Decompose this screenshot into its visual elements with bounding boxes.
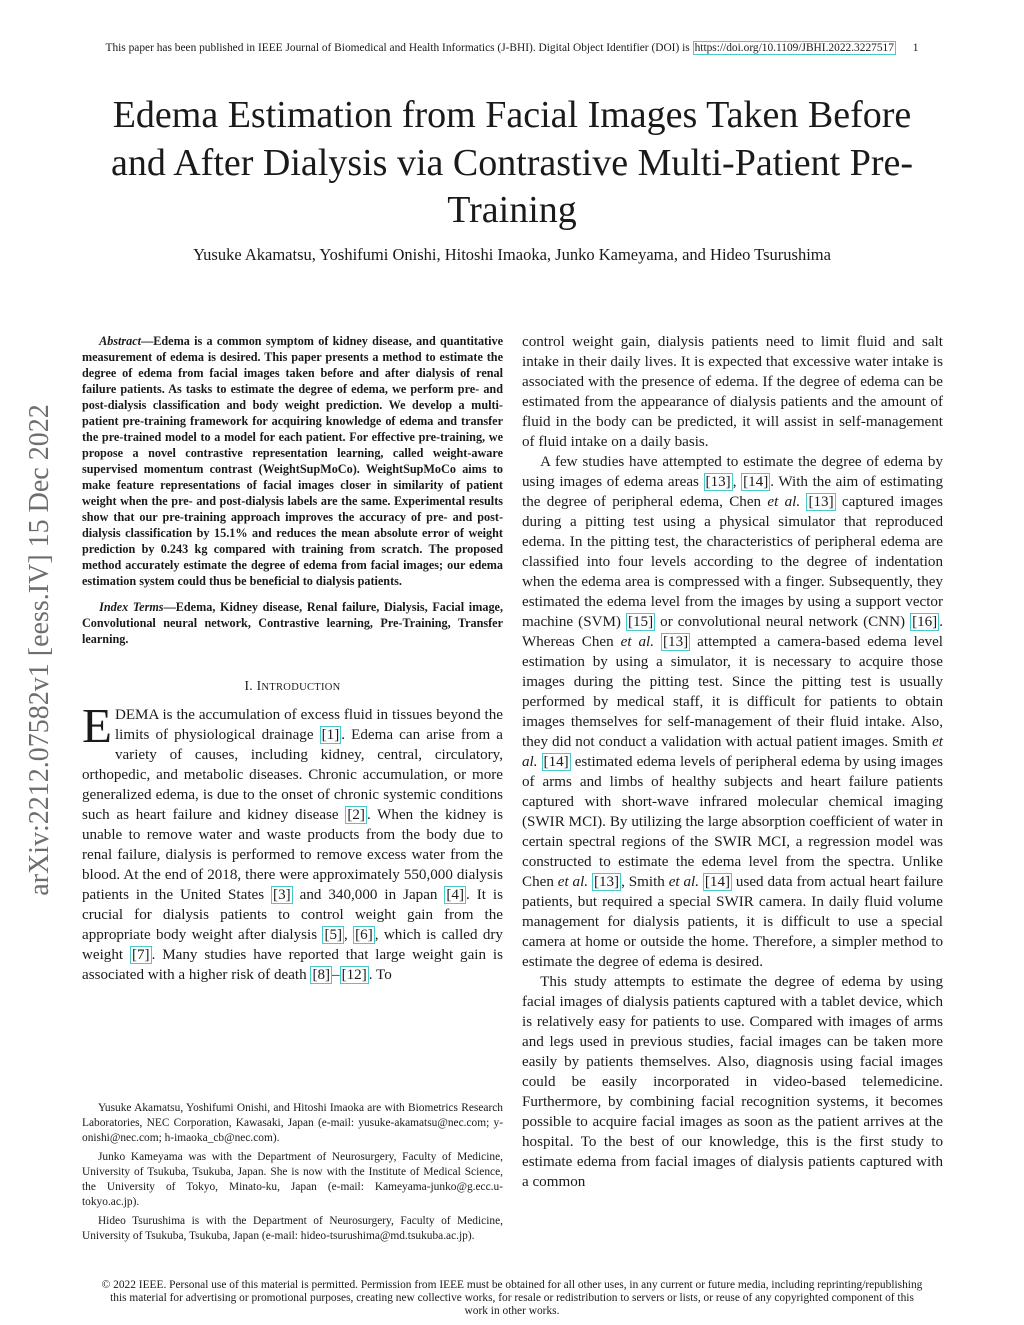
citation-link[interactable]: [13] (593, 874, 620, 890)
intro-text: – (332, 967, 340, 983)
paper-title: Edema Estimation from Facial Images Taken Before and After Dialysis via Contrastive Multi-Patient Pre-Training (110, 94, 914, 231)
page-number: 1 (912, 42, 919, 54)
paragraph: control weight gain, dialysis patients need to limit fluid and salt intake in their daily lives. It is expected that excessive water intake is associated with the presence of edema. If the degree of edema can be estimated from the appearance of dialysis patients and the amount of fluid in the body can be predicted, it will assist in self-management of fluid intake on a daily basis. (522, 334, 943, 450)
arxiv-identifier: arXiv:2212.07582v1 [eess.IV] 15 Dec 2022 (24, 404, 55, 896)
paragraph: This study attempts to estimate the degree of edema by using facial images of dialysis patients captured with a tablet device, which is relatively easy for patients to use. Compared with images of arms and legs used in previous studies, facial images can be taken more easily by patients themselves. Also, diagnosis using facial images could be easily incorporated in video-based telemedicine. Furthermore, by combining facial recognition systems, it becomes possible to acquire facial images as soon as the patient arrives at the hospital. To the best of our knowledge, this is the first study to estimate edema from facial images of dialysis patients captured with a common (522, 974, 943, 1190)
et-al-italic: et al. (620, 634, 655, 650)
citation-link[interactable]: [3] (273, 887, 291, 903)
paragraph-text: , (732, 474, 742, 490)
abstract-dash: — (141, 334, 154, 348)
author-footnotes (82, 1101, 503, 1248)
citation-link[interactable]: [13] (705, 474, 731, 490)
paragraph-text: . With the aim of estimating the degree of peripheral edema, Chen (522, 474, 943, 510)
journal-notice: This paper has been published in IEEE Journal of Biomedical and Health Informatics (J-BHI). Digital Object Identifier (DOI) is (105, 42, 690, 54)
intro-text: , which is called dry weight (82, 927, 503, 963)
paragraph-text: captured images during a pitting test using a physical simulator that reproduced edema. In the pitting test, the characteristics of peripheral edema are classified into four levels according to the degree of indentation when the edema area is compressed with a finger. Subsequently, they estimated the edema level from the images by using a support vector machine (SVM) (522, 494, 943, 630)
section-heading-introduction (82, 677, 503, 697)
abstract-lead: Abstract (99, 334, 142, 348)
citation-link[interactable]: [15] (627, 614, 654, 630)
index-terms-lead: Index Terms (99, 600, 164, 614)
paragraph-text: or convolutional neural network (CNN) (655, 614, 911, 630)
citation-link[interactable]: [4] (446, 887, 465, 903)
et-al-italic: et al. (767, 494, 801, 510)
abstract (82, 333, 503, 589)
citation-link[interactable]: [2] (347, 807, 365, 823)
et-al-italic: et al. (557, 874, 589, 890)
citation-link[interactable]: [14] (543, 754, 569, 770)
citation-link[interactable]: [16] (912, 614, 938, 630)
et-al-italic: et al. (668, 874, 699, 890)
citation-link[interactable]: [14] (704, 874, 731, 890)
footnote-affiliation: Junko Kameyama was with the Department of Neurosurgery, Faculty of Medicine, University of Tsukuba, Tsukuba, Japan. She is now with the Institute of Medical Science, the University of Tokyo, Minato-ku, Japan (e-mail: Kameyama-junko@g.ecc.u-tokyo.ac.jp). (82, 1151, 503, 1208)
paragraph-text: used data from actual heart failure patients, but required a special SWIR camera. In daily fluid volume management for dialysis patients, it is difficult to use a special camera at home or outside the home. Therefore, a simpler method to estimate the degree of edema is desired. (522, 874, 944, 970)
index-terms-dash: — (163, 600, 176, 614)
intro-text: . Many studies have reported that large weight gain is associated with a higher risk of death (82, 947, 503, 983)
drop-cap: E (82, 698, 112, 753)
citation-link[interactable]: [6] (355, 927, 373, 943)
intro-text: DEMA is the accumulation of excess fluid in tissues beyond the limits of physiological drainage (114, 707, 503, 743)
section-number: I. (244, 678, 253, 693)
citation-link[interactable]: [1] (321, 727, 340, 743)
paragraph-text: . Whereas Chen (522, 614, 943, 650)
abstract-text: Edema is a common symptom of kidney disease, and quantitative measurement of edema is desired. This paper presents a method to estimate the degree of edema from facial images taken before and after dialysis of renal failure patients. As tasks to estimate the degree of edema, we perform pre- and post-dialysis classification and body weight prediction. We develop a multi-patient pre-training framework for acquiring knowledge of edema and transfer the pre-trained model to a model for each patient. For effective pre-training, we propose a novel contrastive representation learning, called weight-aware supervised momentum contrast (WeightSupMoCo). WeightSupMoCo aims to make feature representations of facial images closer in similarity of patient weight when the pre- and post-dialysis labels are the same. Experimental results show that our pre-training approach improves the accuracy of pre- and post-dialysis classification by 15.1% and reduces the mean absolute error of weight prediction by 0.243 kg compared with training from scratch. The proposed method accurately estimate the degree of edema from facial images; our edema estimation system could thus be beneficial to dialysis patients. (82, 334, 503, 588)
intro-text: and 340,000 in Japan (292, 887, 445, 903)
paragraph-text (654, 634, 661, 650)
author-list: Yusuke Akamatsu, Yoshifumi Onishi, Hitoshi Imaoka, Junko Kameyama, and Hideo Tsurushima (193, 245, 831, 264)
citation-link[interactable]: [8] (312, 967, 331, 983)
paragraph-text: A few studies have attempted to estimate the degree of edema by using images of edema areas (522, 454, 943, 490)
et-al-italic: et al. (522, 734, 943, 770)
paragraph-text: attempted a camera-based edema level estimation by using a simulator, it is necessary to acquire those images during the pitting test. Since the pitting test is usually performed by medical staff, it is difficult for patients to obtain images themselves for self-management of their fluid intake. Also, they did not conduct a validation with actual patient images. Smith (522, 634, 944, 750)
footnote-affiliation: Hideo Tsurushima is with the Department of Neurosurgery, Faculty of Medicine, University of Tsukuba, Tsukuba, Japan (e-mail: hideo-tsurushima@md.tsukuba.ac.jp). (82, 1215, 503, 1242)
copyright-notice: © 2022 IEEE. Personal use of this material is permitted. Permission from IEEE must be obtained for all other uses, in any current or future media, including reprinting/republishing this material for advertising or promotional purposes, creating new collective works, for resale or redistribution to servers or lists, or reuse of any copyrighted component of this work in other works. (101, 1279, 923, 1318)
left-column (82, 333, 503, 985)
paragraph-text (538, 754, 542, 770)
journal-header (0, 41, 1024, 55)
doi-link[interactable]: https://doi.org/10.1109/JBHI.2022.3227517 (694, 42, 894, 54)
citation-link[interactable]: [13] (663, 634, 689, 650)
right-column (522, 332, 943, 1192)
citation-link[interactable]: [12] (341, 967, 367, 983)
citation-link[interactable]: [7] (131, 947, 150, 963)
paragraph-text: estimated edema levels of peripheral edema by using images of arms and limbs of healthy subjects and heart failure patients captured with short-wave infrared molecular chemical imaging (SWIR MCI). By utilizing the large absorption coefficient of water in certain spectral regions of the SWIR MCI, a regression model was constructed to estimate the edema level from the spectra. Unlike Chen (522, 754, 943, 890)
intro-text: . It is crucial for dialysis patients to control weight gain from the appropriate body weight after dialysis (82, 887, 503, 943)
index-terms (82, 599, 503, 647)
introduction-paragraph (82, 698, 503, 985)
citation-link[interactable]: [14] (743, 474, 769, 490)
intro-text: . To (368, 967, 392, 983)
paragraph-text: , Smith (621, 874, 669, 890)
citation-link[interactable]: [13] (808, 494, 834, 510)
paragraph-related-work (522, 452, 943, 972)
index-terms-text: Edema, Kidney disease, Renal failure, Dialysis, Facial image, Convolutional neural network, Contrastive learning, Pre-Training, Transfer learning. (82, 600, 503, 646)
footnote-affiliation: Yusuke Akamatsu, Yoshifumi Onishi, and Hitoshi Imaoka are with Biometrics Research Laboratories, NEC Corporation, Kawasaki, Japan (e-mail: yusuke-akamatsu@nec.com; y-onishi@nec.com; h-imaoka_cb@nec.com). (82, 1102, 503, 1144)
intro-text: , (344, 927, 354, 943)
section-title-rest: NTRODUCTION (261, 682, 341, 693)
section-first-letter: I (256, 678, 262, 693)
citation-link[interactable]: [5] (324, 927, 343, 943)
intro-text: . When the kidney is unable to remove water and waste products from the body due to renal failure, dialysis is performed to remove excess water from the blood. At the end of 2018, there were approximately 550,000 dialysis patients in the United States (82, 807, 503, 903)
intro-text: . Edema can arise from a variety of causes, including kidney, central, circulatory, orthopedic, and metabolic diseases. Chronic accumulation, or more generalized edema, is due to the onset of chronic systemic conditions such as heart failure and kidney disease (82, 727, 503, 823)
